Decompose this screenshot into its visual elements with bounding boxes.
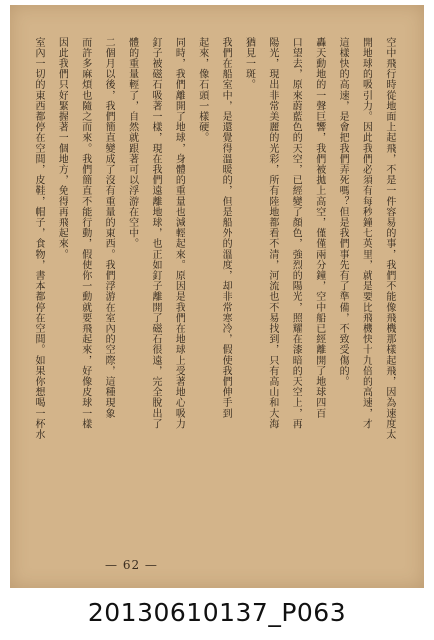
- text-column: 開地球的吸引力。因此我們必須有每秒鐘七英里，就是要比飛機快十九倍的高速，才: [360, 37, 372, 430]
- text-column: 起來，像石頭一樣硬。: [196, 37, 208, 143]
- text-column: 二個月以後，我們簡直變成了沒有重量的東西。我們浮游在室內的空際，這種現象: [103, 37, 115, 419]
- text-column: 口望去，原來蔚藍色的天空，已經變了顏色，強烈的陽光，照耀在漆暗的天空上，再: [290, 37, 302, 430]
- text-column: 陽光，現出非常美麗的光彩，所有陸地都看不清，河流也不易找到，只有高山和大海: [266, 37, 278, 430]
- text-column: 因此我們只好緊握著一個地方，免得再飛起來。: [56, 37, 68, 260]
- text-column: 我們在船室中，是還覺得溫暖的，但是船外的溫度，却非常寒冷，假使我們伸手到: [220, 37, 232, 419]
- text-columns: [32, 37, 396, 545]
- text-column: 而許多麻煩也隨之而來。我們簡直不能行動，假使你一動就要飛起來，好像皮球一樣: [79, 37, 91, 430]
- text-column: 同時，我們離開了地球，身體的重量也減輕起來。原因是我們在地球上受著地心吸力: [173, 37, 185, 430]
- image-caption: 20130610137_P063: [87, 598, 347, 627]
- text-column: 猶見一斑。: [243, 37, 255, 90]
- text-column: 這樣快的高速，是會把我們弄死嗎？但是我們事先有了準備，不致受傷的。: [337, 37, 349, 387]
- text-column: 室內一切的東西都停在空間，皮鞋，帽子，食物，書本都停在空間。如果你想喝一杯水: [33, 37, 44, 440]
- document-page: [10, 5, 424, 588]
- text-column: 轟天動地的一聲巨響，我們被拋上高空，僅僅兩分鐘，空中船已經離開了地球四百: [313, 37, 325, 419]
- text-column: 空中飛行時從地面上起飛，不是一件容易的事，我們不能像飛機那樣起飛，因為速度太: [383, 37, 395, 440]
- page-number: — 62 —: [105, 558, 158, 572]
- text-column: 體的重量輕了，自然就跟著可以浮游在空中。: [126, 37, 138, 249]
- text-column: 釘子被磁石吸著一樣，現在我們遠離地球，也正如釘子離開了磁石很遠，完全脫出了: [149, 37, 161, 430]
